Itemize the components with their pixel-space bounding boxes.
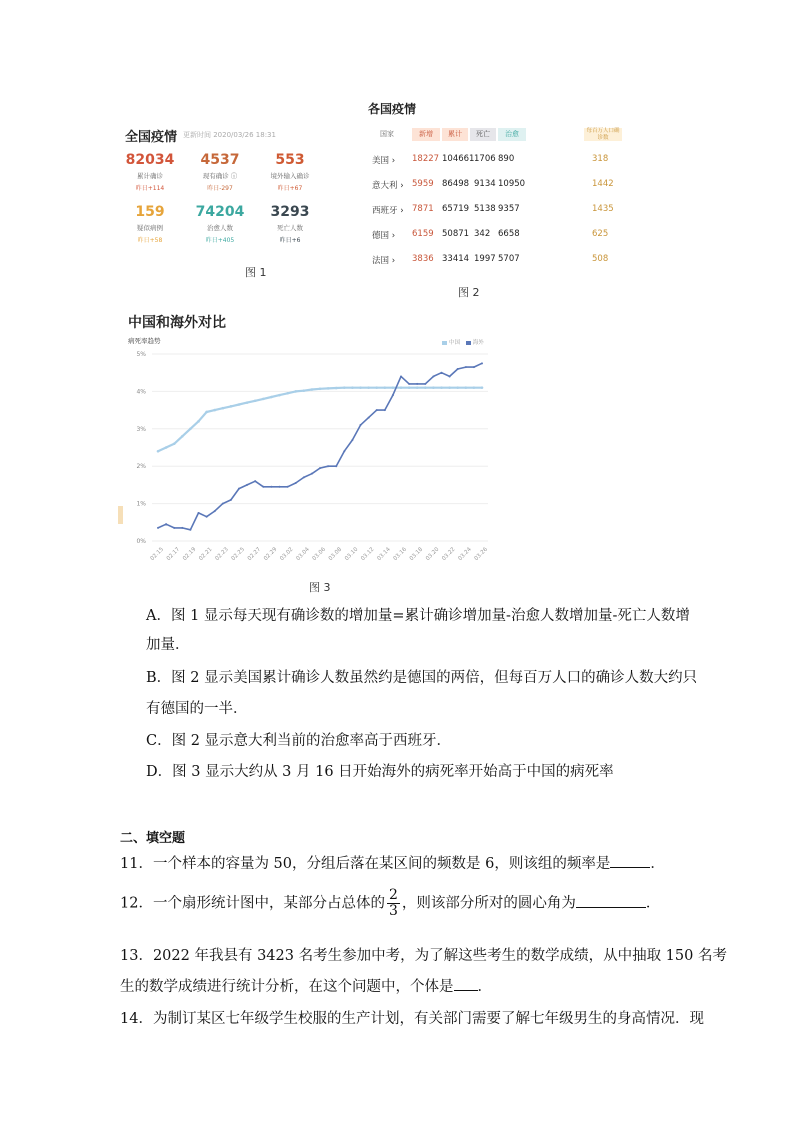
data-point bbox=[441, 372, 443, 374]
table-cell-new: 5959 bbox=[412, 179, 434, 189]
stat-card bbox=[260, 204, 320, 244]
data-point bbox=[197, 420, 200, 423]
stat-value: 3293 bbox=[270, 204, 310, 220]
question-12 bbox=[120, 888, 660, 919]
y-tick-label: 2% bbox=[136, 463, 146, 471]
table-header-cell[interactable]: 每百万人口确诊数 bbox=[584, 128, 622, 141]
data-point bbox=[287, 486, 289, 488]
data-point bbox=[165, 446, 168, 449]
fig1-title: 全国疫情 bbox=[125, 130, 178, 145]
data-point bbox=[343, 450, 345, 452]
data-point bbox=[262, 486, 264, 488]
stat-value: 82034 bbox=[125, 152, 175, 168]
table-row[interactable] bbox=[366, 254, 626, 268]
table-cell-total: 86498 bbox=[442, 179, 470, 189]
legend-swatch-overseas bbox=[466, 341, 471, 345]
legend-label-china: 中国 bbox=[449, 340, 461, 346]
option-b-line2: 有德国的一半． bbox=[146, 701, 248, 717]
table-cell-total: 65719 bbox=[442, 204, 470, 214]
q11-end: ． bbox=[650, 856, 665, 872]
figure-3-fatality-chart bbox=[118, 312, 498, 602]
fig3-title: 中国和海外对比 bbox=[128, 315, 226, 331]
data-point bbox=[254, 480, 256, 482]
option-a-line1: A．图 1 显示每天现有确诊数的增加量=累计确诊增加量-治愈人数增加量-死亡人数增 bbox=[146, 608, 690, 624]
data-point bbox=[360, 424, 362, 426]
table-cell-death: 9134 bbox=[474, 179, 496, 189]
data-point bbox=[327, 387, 330, 390]
table-row[interactable] bbox=[366, 154, 626, 168]
table-row[interactable] bbox=[366, 179, 626, 193]
question-13-line1: 13．2022 年我县有 3423 名考生参加中考，为了解这些考生的数学成绩，从中抽取 150 名考 bbox=[120, 948, 727, 964]
stat-delta: 昨日+405 bbox=[205, 237, 235, 244]
table-row[interactable] bbox=[366, 229, 626, 243]
x-tick-label: 02.29 bbox=[263, 546, 279, 562]
table-cell-total: 50871 bbox=[442, 229, 470, 239]
data-point bbox=[286, 392, 289, 395]
legend-label-overseas: 海外 bbox=[472, 340, 484, 346]
table-cell-cured: 9357 bbox=[498, 204, 520, 214]
data-point bbox=[400, 386, 403, 389]
data-point bbox=[367, 386, 370, 389]
data-point bbox=[416, 383, 418, 385]
x-tick-label: 03.24 bbox=[457, 546, 473, 562]
data-point bbox=[408, 386, 411, 389]
figure-2-country-table bbox=[366, 98, 626, 298]
data-point bbox=[448, 386, 451, 389]
table-cell-total: 104661 bbox=[442, 154, 475, 164]
table-cell-new: 3836 bbox=[412, 254, 434, 264]
question-13-line2 bbox=[120, 975, 492, 996]
q12-answer-blank[interactable] bbox=[576, 893, 646, 908]
option-c: C．图 2 显示意大利当前的治愈率高于西班牙． bbox=[146, 733, 452, 749]
data-point bbox=[319, 467, 321, 469]
data-point bbox=[384, 386, 387, 389]
data-point bbox=[481, 362, 483, 364]
data-point bbox=[157, 527, 159, 529]
table-cell-death: 1997 bbox=[474, 254, 496, 264]
option-b-line1: B．图 2 显示美国累计确诊人数虽然约是德国的两倍，但每百万人口的确诊人数大约只 bbox=[146, 670, 698, 686]
table-cell-death: 1706 bbox=[474, 154, 496, 164]
table-cell-per-million: 1442 bbox=[592, 179, 614, 189]
table-header-cell: 国家 bbox=[380, 130, 394, 138]
data-point bbox=[206, 516, 208, 518]
stat-label: 治愈人数 bbox=[207, 224, 233, 232]
fig3-subtitle: 病死率趋势 bbox=[128, 337, 161, 345]
q12-fraction bbox=[387, 888, 400, 919]
data-point bbox=[351, 386, 354, 389]
table-header-cell[interactable]: 累计 bbox=[442, 128, 468, 141]
data-point bbox=[205, 411, 208, 414]
table-cell-death: 5138 bbox=[474, 204, 496, 214]
table-cell-country: 法国 › bbox=[372, 256, 396, 266]
stat-card bbox=[190, 204, 250, 244]
x-tick-label: 03.22 bbox=[441, 546, 457, 562]
x-tick-label: 03.20 bbox=[425, 546, 441, 562]
data-point bbox=[449, 375, 451, 377]
data-point bbox=[303, 389, 306, 392]
data-point bbox=[311, 473, 313, 475]
data-point bbox=[416, 386, 419, 389]
data-point bbox=[181, 435, 184, 438]
data-point bbox=[424, 386, 427, 389]
q12-end: ． bbox=[645, 895, 661, 912]
data-point bbox=[432, 375, 434, 377]
question-14-line1: 14．为制订某区七年级学生校服的生产计划，有关部门需要了解七年级男生的身高情况．现 bbox=[120, 1011, 704, 1027]
stat-value: 159 bbox=[135, 204, 165, 220]
x-tick-label: 03.12 bbox=[360, 546, 376, 562]
data-point bbox=[270, 396, 273, 399]
y-tick-label: 3% bbox=[136, 425, 146, 433]
data-point bbox=[189, 428, 192, 431]
data-point bbox=[294, 390, 297, 393]
data-point bbox=[214, 510, 216, 512]
table-cell-per-million: 318 bbox=[592, 154, 609, 164]
figure-1-national-stats bbox=[120, 120, 320, 280]
data-point bbox=[481, 386, 484, 389]
x-tick-label: 02.23 bbox=[214, 546, 230, 562]
data-point bbox=[327, 465, 329, 467]
stat-delta: 昨日+58 bbox=[137, 237, 163, 244]
data-point bbox=[246, 401, 249, 404]
q12-text-2: ，则该部分所对的圆心角为 bbox=[401, 895, 576, 912]
table-cell-cured: 10950 bbox=[498, 179, 526, 189]
data-point bbox=[222, 407, 225, 410]
x-tick-label: 03.02 bbox=[279, 546, 295, 562]
q12-denominator: 3 bbox=[388, 903, 398, 919]
data-point bbox=[222, 503, 224, 505]
option-a-line2: 加量． bbox=[146, 637, 190, 653]
x-tick-label: 03.14 bbox=[376, 546, 392, 562]
stat-delta: 昨日-297 bbox=[207, 185, 233, 192]
table-cell-country: 意大利 › bbox=[372, 181, 404, 191]
stat-delta: 昨日+67 bbox=[277, 185, 303, 192]
stat-label: 境外输入确诊 bbox=[270, 172, 310, 180]
x-tick-label: 03.10 bbox=[344, 546, 360, 562]
data-point bbox=[198, 512, 200, 514]
stat-label: 现有确诊 ⓘ bbox=[202, 172, 238, 180]
data-point bbox=[278, 394, 281, 397]
data-point bbox=[311, 388, 314, 391]
data-point bbox=[165, 523, 167, 525]
fig1-caption: 图 1 bbox=[245, 266, 267, 279]
stat-card bbox=[190, 152, 250, 192]
stat-card bbox=[260, 152, 320, 192]
y-tick-label: 5% bbox=[136, 351, 146, 358]
q12-text: 12．一个扇形统计图中，某部分占总体的 bbox=[120, 895, 385, 912]
table-cell-new: 7871 bbox=[412, 204, 434, 214]
legend-swatch-china bbox=[442, 341, 447, 345]
x-tick-label: 03.04 bbox=[295, 546, 311, 562]
data-point bbox=[384, 409, 386, 411]
fig2-caption: 图 2 bbox=[458, 286, 480, 299]
data-point bbox=[238, 403, 241, 406]
x-tick-label: 02.17 bbox=[165, 546, 182, 562]
stat-delta: 昨日+6 bbox=[279, 237, 301, 244]
stat-label: 死亡人数 bbox=[277, 224, 303, 232]
data-point bbox=[424, 383, 426, 385]
data-point bbox=[457, 368, 459, 370]
x-tick-label: 02.21 bbox=[198, 546, 214, 562]
data-point bbox=[456, 386, 459, 389]
option-d: D．图 3 显示大约从 3 月 16 日开始海外的病死率开始高于中国的病死率 bbox=[146, 764, 614, 780]
table-cell-cured: 5707 bbox=[498, 254, 520, 264]
x-tick-label: 02.19 bbox=[182, 546, 198, 562]
q11-text: 11．一个样本的容量为 50，分组后落在某区间的频数是 6，则该组的频率是 bbox=[120, 856, 611, 872]
fig1-updated-time: 更新时间 2020/03/26 18:31 bbox=[183, 131, 276, 139]
data-point bbox=[303, 476, 305, 478]
y-tick-label: 1% bbox=[136, 500, 146, 508]
q13-text: 生的数学成绩进行统计分析，在这个问题中，个体是 bbox=[120, 979, 454, 995]
table-row[interactable] bbox=[366, 204, 626, 218]
table-cell-cured: 6658 bbox=[498, 229, 520, 239]
data-point bbox=[173, 442, 176, 445]
data-point bbox=[279, 486, 281, 488]
series-line-china bbox=[158, 388, 482, 452]
data-point bbox=[440, 386, 443, 389]
x-tick-label: 03.26 bbox=[473, 546, 489, 562]
data-point bbox=[295, 482, 297, 484]
data-point bbox=[392, 394, 394, 396]
table-header-cell[interactable]: 治愈 bbox=[498, 128, 526, 141]
side-tab-handle bbox=[118, 506, 123, 524]
table-cell-per-million: 1435 bbox=[592, 204, 614, 214]
table-cell-country: 西班牙 › bbox=[372, 206, 404, 216]
data-point bbox=[465, 386, 468, 389]
table-header-cell[interactable]: 死亡 bbox=[470, 128, 496, 141]
data-point bbox=[392, 386, 395, 389]
data-point bbox=[254, 399, 257, 402]
q12-numerator: 2 bbox=[388, 887, 398, 903]
stat-label: 疑似病例 bbox=[137, 224, 163, 232]
data-point bbox=[319, 387, 322, 390]
data-point bbox=[238, 488, 240, 490]
table-header-cell[interactable]: 新增 bbox=[412, 128, 440, 141]
table-cell-new: 18227 bbox=[412, 154, 440, 164]
data-point bbox=[376, 409, 378, 411]
table-cell-country: 德国 › bbox=[372, 231, 396, 241]
data-point bbox=[465, 366, 467, 368]
stat-value: 4537 bbox=[200, 152, 240, 168]
y-tick-label: 4% bbox=[136, 388, 146, 396]
data-point bbox=[246, 484, 248, 486]
q13-end: ． bbox=[477, 979, 492, 995]
stat-value: 553 bbox=[275, 152, 305, 168]
x-tick-label: 03.06 bbox=[311, 546, 327, 562]
x-tick-label: 02.15 bbox=[149, 546, 165, 562]
data-point bbox=[351, 439, 353, 441]
data-point bbox=[408, 383, 410, 385]
table-cell-country: 美国 › bbox=[372, 156, 396, 166]
y-tick-label: 0% bbox=[136, 538, 146, 545]
section-heading: 二、填空题 bbox=[120, 831, 186, 846]
data-point bbox=[473, 386, 476, 389]
table-cell-cured: 890 bbox=[498, 154, 515, 164]
x-tick-label: 03.08 bbox=[327, 546, 344, 562]
data-point bbox=[335, 465, 337, 467]
data-point bbox=[432, 386, 435, 389]
x-tick-label: 02.27 bbox=[246, 546, 263, 562]
table-cell-per-million: 508 bbox=[592, 254, 609, 264]
q11-answer-blank[interactable] bbox=[610, 853, 650, 868]
data-point bbox=[335, 387, 338, 390]
stat-card bbox=[120, 204, 180, 244]
question-11 bbox=[120, 852, 665, 873]
data-point bbox=[359, 386, 362, 389]
x-tick-label: 02.25 bbox=[230, 546, 246, 562]
data-point bbox=[473, 366, 475, 368]
data-point bbox=[157, 450, 160, 453]
stat-delta: 昨日+114 bbox=[135, 185, 165, 192]
data-point bbox=[400, 375, 402, 377]
data-point bbox=[230, 405, 233, 408]
stat-value: 74204 bbox=[195, 204, 245, 220]
table-cell-new: 6159 bbox=[412, 229, 434, 239]
data-point bbox=[368, 417, 370, 419]
table-cell-per-million: 625 bbox=[592, 229, 609, 239]
table-cell-death: 342 bbox=[474, 229, 491, 239]
data-point bbox=[375, 386, 378, 389]
data-point bbox=[181, 527, 183, 529]
fig3-caption: 图 3 bbox=[309, 581, 331, 594]
data-point bbox=[189, 529, 191, 531]
data-point bbox=[173, 527, 175, 529]
stat-label: 累计确诊 bbox=[137, 172, 163, 180]
x-tick-label: 03.16 bbox=[392, 546, 408, 562]
data-point bbox=[270, 486, 272, 488]
fig3-legend bbox=[438, 338, 484, 346]
stat-card bbox=[120, 152, 180, 192]
data-point bbox=[230, 499, 232, 501]
fig2-title: 各国疫情 bbox=[368, 102, 417, 116]
fatality-line-chart bbox=[118, 346, 498, 576]
data-point bbox=[262, 398, 265, 401]
q13-answer-blank[interactable] bbox=[454, 976, 478, 991]
data-point bbox=[213, 409, 216, 412]
table-cell-total: 33414 bbox=[442, 254, 470, 264]
data-point bbox=[343, 386, 346, 389]
x-tick-label: 03.18 bbox=[408, 546, 425, 562]
